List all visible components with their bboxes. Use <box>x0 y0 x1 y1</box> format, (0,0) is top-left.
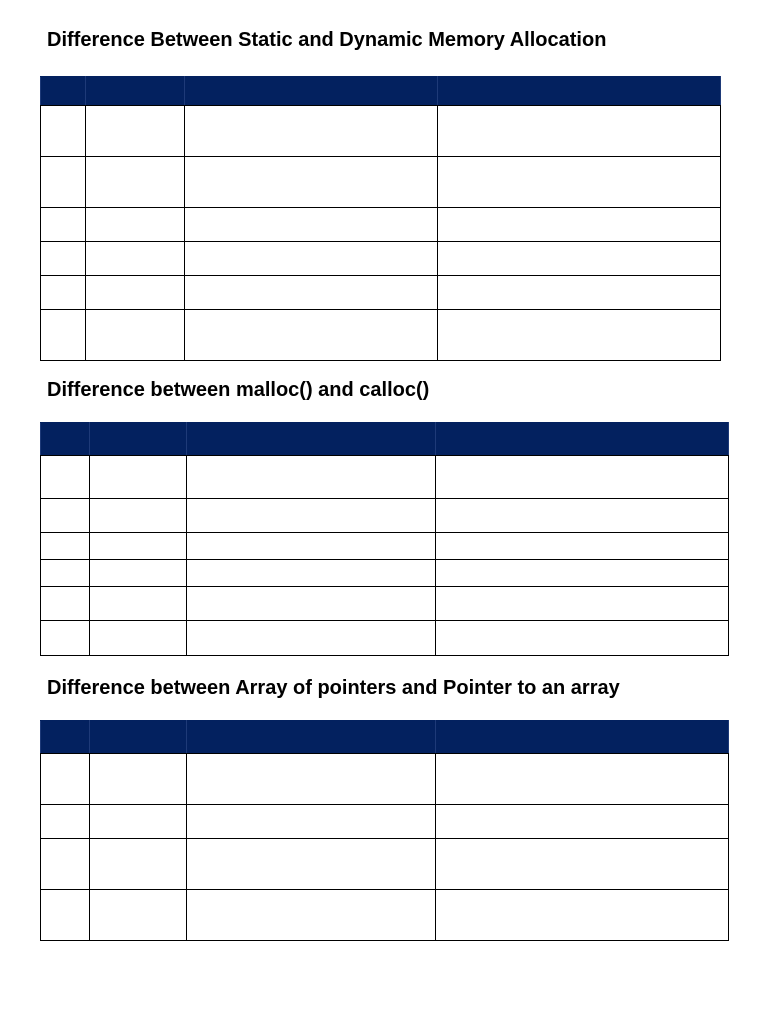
header-cell <box>41 423 90 456</box>
table-cell <box>41 805 90 839</box>
table-cell <box>41 157 86 208</box>
table-cell <box>187 754 436 805</box>
table-cell <box>41 890 90 941</box>
header-cell <box>90 423 187 456</box>
table-cell <box>41 456 90 499</box>
header-cell <box>436 423 729 456</box>
table-row <box>41 106 721 157</box>
table-cell <box>187 560 436 587</box>
table-cell <box>86 310 185 361</box>
table-cell <box>90 456 187 499</box>
header-cell <box>436 721 729 754</box>
table-cell <box>436 754 729 805</box>
header-cell <box>90 721 187 754</box>
table-cell <box>185 310 438 361</box>
header-cell <box>41 77 86 106</box>
table-cell <box>86 157 185 208</box>
table-cell <box>187 533 436 560</box>
table-cell <box>185 276 438 310</box>
section-title-array-pointers: Difference between Array of pointers and Pointer to an array <box>47 677 620 699</box>
table-cell <box>90 533 187 560</box>
table-cell <box>438 310 721 361</box>
table-row <box>41 754 729 805</box>
table-cell <box>436 533 729 560</box>
table-cell <box>90 754 187 805</box>
table-cell <box>41 499 90 533</box>
table-row <box>41 560 729 587</box>
table-cell <box>41 310 86 361</box>
table-row <box>41 157 721 208</box>
table-row <box>41 242 721 276</box>
table-cell <box>90 805 187 839</box>
table-cell <box>438 157 721 208</box>
comparison-table-array-pointers <box>40 720 729 941</box>
table-cell <box>41 560 90 587</box>
table-cell <box>41 533 90 560</box>
table-row <box>41 208 721 242</box>
table-header-row <box>41 423 729 456</box>
table-row <box>41 310 721 361</box>
table-cell <box>187 456 436 499</box>
table-cell <box>86 208 185 242</box>
header-cell <box>86 77 185 106</box>
table-cell <box>185 242 438 276</box>
table-cell <box>436 499 729 533</box>
table-cell <box>438 242 721 276</box>
table-row <box>41 533 729 560</box>
table-cell <box>436 456 729 499</box>
table-cell <box>185 157 438 208</box>
table-cell <box>436 560 729 587</box>
header-cell <box>185 77 438 106</box>
header-cell <box>187 721 436 754</box>
table-header-row <box>41 77 721 106</box>
table-cell <box>438 276 721 310</box>
table-cell <box>436 621 729 656</box>
table-header-row <box>41 721 729 754</box>
table-row <box>41 499 729 533</box>
header-cell <box>438 77 721 106</box>
table-cell <box>187 621 436 656</box>
table-cell <box>187 499 436 533</box>
table-cell <box>41 621 90 656</box>
table-cell <box>41 754 90 805</box>
section-title-static-dynamic: Difference Between Static and Dynamic Memory Allocation <box>47 29 607 51</box>
table-cell <box>90 621 187 656</box>
table-cell <box>185 208 438 242</box>
section-title-malloc-calloc: Difference between malloc() and calloc() <box>47 379 430 401</box>
table-row <box>41 890 729 941</box>
table-row <box>41 587 729 621</box>
table-row <box>41 839 729 890</box>
table-row <box>41 805 729 839</box>
table-cell <box>90 839 187 890</box>
table-cell <box>86 276 185 310</box>
table-row <box>41 456 729 499</box>
table-cell <box>90 499 187 533</box>
table-cell <box>86 242 185 276</box>
table-cell <box>187 839 436 890</box>
table-cell <box>41 276 86 310</box>
table-cell <box>41 242 86 276</box>
table-cell <box>436 839 729 890</box>
table-cell <box>90 890 187 941</box>
table-cell <box>187 587 436 621</box>
table-cell <box>438 208 721 242</box>
table-cell <box>185 106 438 157</box>
comparison-table-malloc-calloc <box>40 422 729 656</box>
comparison-table-static-dynamic <box>40 76 721 361</box>
table-row <box>41 621 729 656</box>
table-cell <box>41 106 86 157</box>
table-cell <box>41 839 90 890</box>
header-cell <box>187 423 436 456</box>
table-row <box>41 276 721 310</box>
table-cell <box>86 106 185 157</box>
table-cell <box>90 560 187 587</box>
table-cell <box>436 890 729 941</box>
table-cell <box>41 208 86 242</box>
table-cell <box>187 805 436 839</box>
table-cell <box>90 587 187 621</box>
table-cell <box>438 106 721 157</box>
table-cell <box>436 805 729 839</box>
header-cell <box>41 721 90 754</box>
table-cell <box>41 587 90 621</box>
table-cell <box>187 890 436 941</box>
table-cell <box>436 587 729 621</box>
